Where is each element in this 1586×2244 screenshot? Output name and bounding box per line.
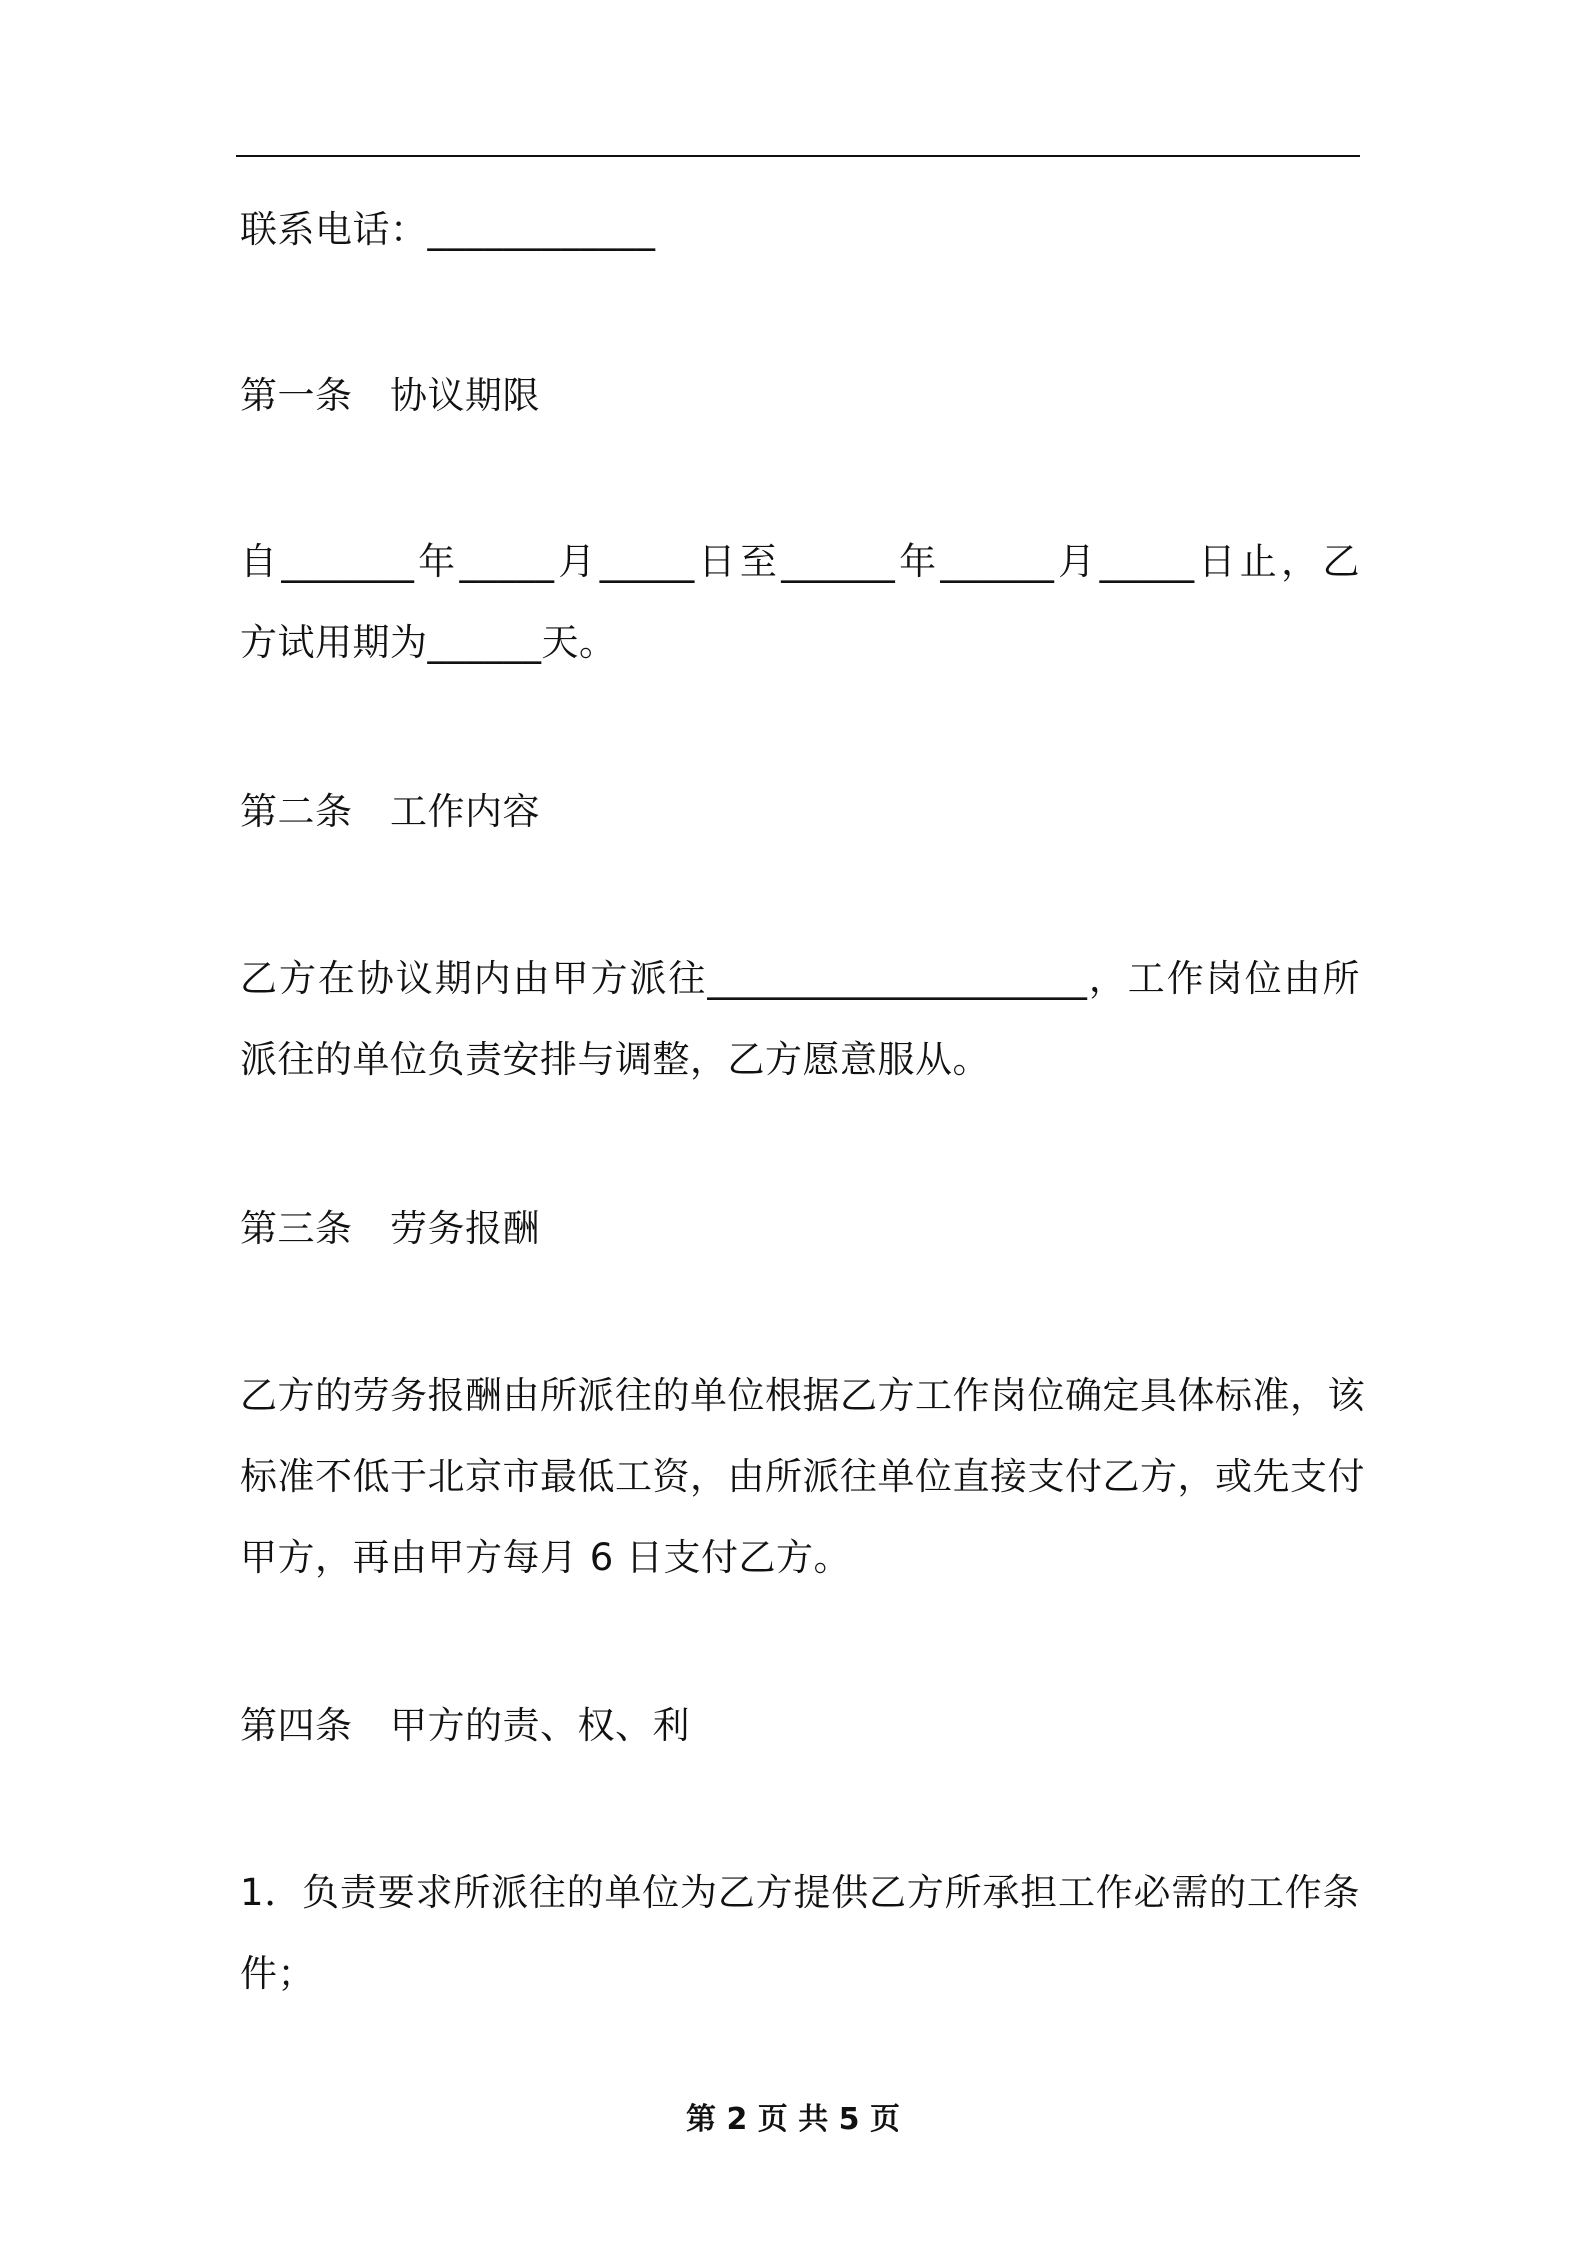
article-1-body-line-2: 方试用期为______天。 xyxy=(240,621,617,664)
article-4-item-1-line-2: 件； xyxy=(240,1952,315,1995)
header-divider xyxy=(236,155,1360,157)
article-2-heading: 第二条 工作内容 xyxy=(240,790,540,833)
contact-phone-line: 联系电话：____________ xyxy=(240,208,656,251)
article-3-body-line-1: 乙方的劳务报酬由所派往的单位根据乙方工作岗位确定具体标准，该 xyxy=(240,1374,1365,1417)
article-4-item-1-line-1: 1．负责要求所派往的单位为乙方提供乙方所承担工作必需的工作条 xyxy=(240,1871,1360,1914)
article-2-body-line-1: 乙方在协议期内由甲方派往____________________，工作岗位由所 xyxy=(240,957,1360,1000)
article-1-heading: 第一条 协议期限 xyxy=(240,374,540,417)
article-4-heading: 第四条 甲方的责、权、利 xyxy=(240,1704,690,1747)
article-1-body-line-1: 自_______年_____月_____日至______年______月_____日止，乙 xyxy=(240,540,1360,583)
article-3-heading: 第三条 劳务报酬 xyxy=(240,1207,540,1250)
article-2-body-line-2: 派往的单位负责安排与调整，乙方愿意服从。 xyxy=(240,1038,990,1081)
article-3-body-line-2: 标准不低于北京市最低工资，由所派往单位直接支付乙方，或先支付 xyxy=(240,1455,1365,1498)
article-3-body-line-3: 甲方，再由甲方每月 6 日支付乙方。 xyxy=(240,1536,852,1579)
page-number-footer: 第 2 页 共 5 页 xyxy=(686,2102,900,2137)
